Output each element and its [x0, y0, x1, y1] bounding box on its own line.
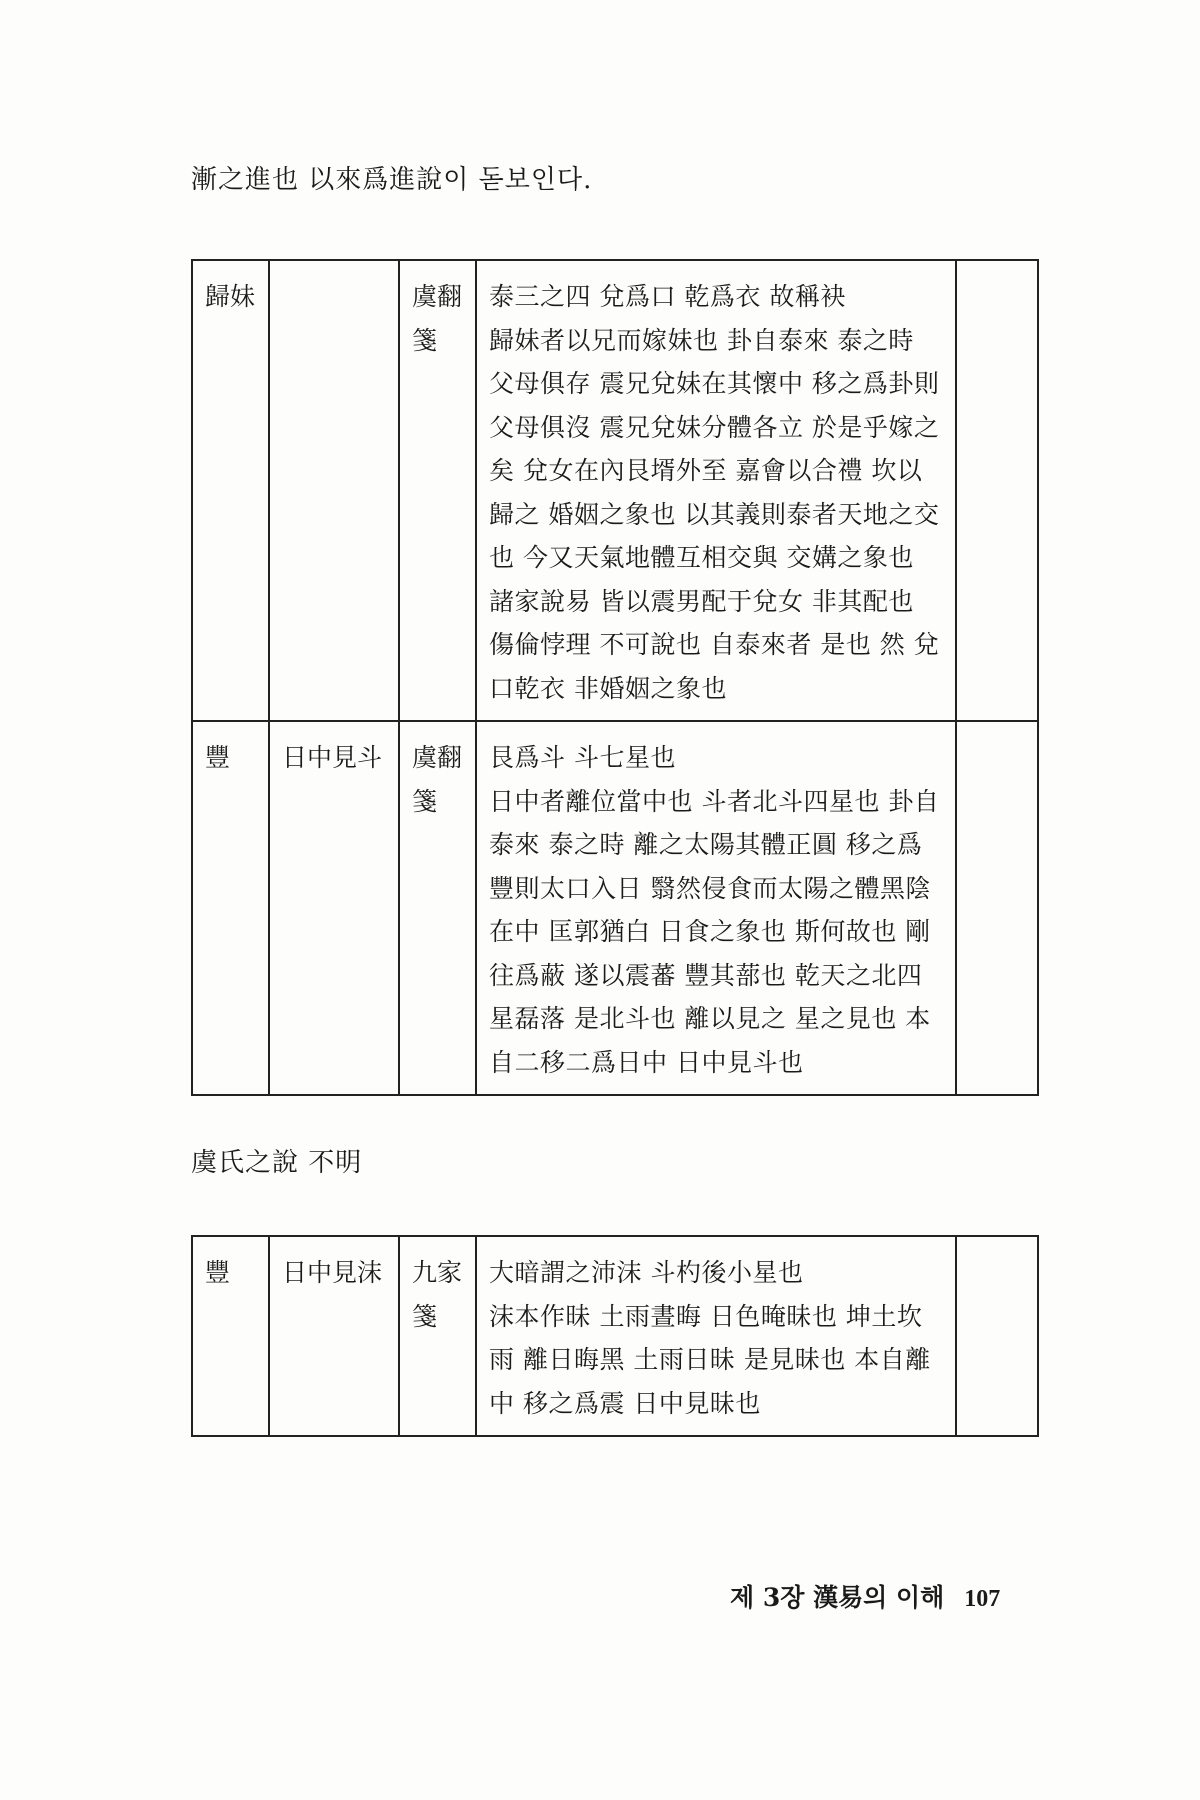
commentary-line: 在中 匡郭猶白 日食之象也 斯何故也 剛	[489, 917, 931, 946]
source-cell	[399, 260, 476, 721]
commentary-line: 日中者離位當中也 斗者北斗四星也 卦自	[489, 786, 940, 816]
phrase-cell: 日中見斗	[269, 721, 399, 1095]
commentary-cell	[476, 721, 956, 1095]
commentary-line: 大暗謂之沛沫 斗杓後小星也	[489, 1258, 804, 1287]
gua-name-cell: 豐	[192, 1236, 269, 1436]
source-kind: 箋	[412, 325, 438, 355]
commentary-line: 艮爲斗 斗七星也	[489, 743, 676, 772]
phrase-cell: 日中見沫	[269, 1236, 399, 1436]
commentary-line: 諸家說易 皆以震男配于兌女 非其配也	[489, 586, 914, 616]
table-row	[192, 721, 1038, 1095]
source-author: 九家	[412, 1258, 463, 1287]
gua-name-cell: 豐	[192, 721, 269, 1095]
commentary-line: 歸之 婚姻之象也 以其義則泰者天地之交	[489, 499, 940, 529]
commentary-line: 口乾衣 非婚姻之象也	[489, 673, 727, 703]
source-author: 虞翻	[412, 743, 463, 772]
source-kind: 箋	[412, 1301, 438, 1331]
commentary-table-1	[191, 259, 1039, 1096]
commentary-line: 傷倫悖理 不可說也 自泰來者 是也 然 兌	[489, 630, 940, 659]
empty-cell	[956, 260, 1038, 721]
commentary-line: 歸妹者以兄而嫁妹也 卦自泰來 泰之時	[489, 325, 914, 355]
commentary-line: 雨 離日晦黑 土雨日昧 是見昧也 本自離	[489, 1345, 931, 1374]
commentary-line: 沫本作昧 土雨晝晦 日色晻昧也 坤土坎	[489, 1301, 923, 1331]
note-paragraph: 虞氏之說 不明	[191, 1148, 363, 1178]
commentary-line: 泰三之四 兌爲口 乾爲衣 故稱袂	[489, 282, 846, 311]
empty-cell	[956, 1236, 1038, 1436]
commentary-line: 泰來 泰之時 離之太陽其體正圓 移之爲	[489, 830, 923, 859]
page-number: 107	[964, 1586, 1001, 1612]
commentary-line: 父母俱存 震兄兌妹在其懷中 移之爲卦則	[489, 369, 940, 398]
chapter-title: 제 3장 漢易의 이해	[730, 1583, 945, 1612]
commentary-line: 矣 兌女在內艮壻外至 嘉會以合禮 坎以	[489, 456, 923, 485]
commentary-line: 自二移二爲日中 日中見斗也	[489, 1047, 804, 1077]
commentary-table-2	[191, 1235, 1039, 1437]
table-row	[192, 260, 1038, 721]
commentary-cell	[476, 1236, 956, 1436]
source-author: 虞翻	[412, 282, 463, 311]
phrase-cell	[269, 260, 399, 721]
source-cell	[399, 721, 476, 1095]
commentary-line: 往爲蔽 遂以震蕃 豐其蔀也 乾天之北四	[489, 960, 923, 990]
commentary-line: 中 移之爲震 日中見昧也	[489, 1388, 761, 1418]
source-kind: 箋	[412, 786, 438, 816]
commentary-line: 也 今又天氣地體互相交與 交媾之象也	[489, 543, 914, 572]
page-footer	[730, 1580, 1040, 1617]
commentary-line: 豐則太口入日 翳然侵食而太陽之體黑陰	[489, 873, 931, 903]
commentary-line: 星磊落 是北斗也 離以見之 星之見也 本	[489, 1004, 931, 1033]
table-row	[192, 1236, 1038, 1436]
commentary-line: 父母俱沒 震兄兌妹分體各立 於是乎嫁之	[489, 412, 940, 442]
source-cell	[399, 1236, 476, 1436]
intro-paragraph: 漸之進也 以來爲進說이 돋보인다.	[191, 165, 593, 195]
gua-name-cell: 歸妹	[192, 260, 269, 721]
commentary-cell	[476, 260, 956, 721]
empty-cell	[956, 721, 1038, 1095]
